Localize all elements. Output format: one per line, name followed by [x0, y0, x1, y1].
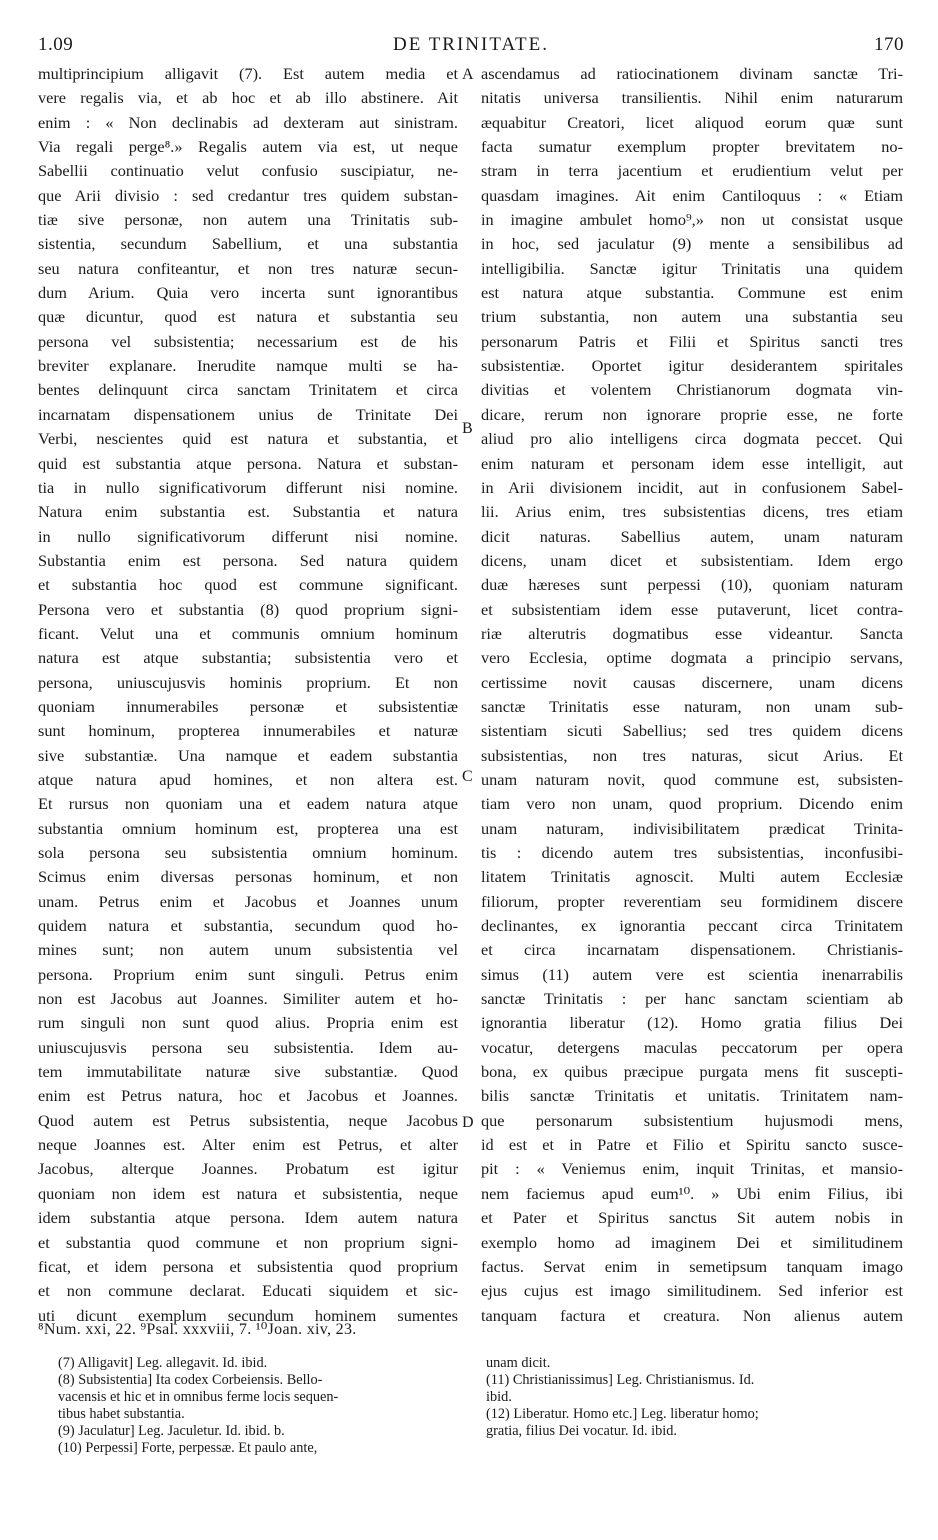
text-line: litatem Trinitatis agnoscit. Multi autem Ecclesiæ — [481, 867, 903, 887]
text-line: æquabitur Creatori, licet aliquod eorum quæ sunt — [481, 112, 903, 132]
text-line: dicens, unam dicet et subsistentiam. Idem ergo — [481, 550, 903, 570]
text-line: (9) Jaculatur] Leg. Jaculetur. Id. ibid. b. — [58, 1423, 285, 1439]
text-line: uniuscujusvis persona seu subsistentia. Idem au- — [38, 1037, 458, 1057]
text-line: tanquam factura et creatura. Non alienus autem — [481, 1305, 903, 1325]
text-line: ibid. — [486, 1389, 512, 1405]
text-line: (8) Subsistentia] Ita codex Corbeiensis. Bello- — [58, 1372, 323, 1388]
text-line: vero Ecclesia, optime dogmata a principio servans, — [481, 648, 903, 668]
margin-marker-b: B — [462, 420, 473, 437]
text-line: lii. Arius enim, tres subsistentias dicens, tres etiam — [481, 502, 903, 522]
text-line: tis : dicendo autem tres subsistentias, inconfusibi- — [481, 843, 903, 862]
text-line: uti dicunt exemplum secundum hominem sumentes — [38, 1305, 458, 1325]
text-line: unam naturam, indivisibilitatem prædicat Trinita- — [481, 818, 903, 838]
text-line: mines sunt; non autem unum subsistentia vel — [38, 940, 458, 960]
text-line: que Arii divisio : sed credantur tres quidem substan- — [38, 185, 458, 205]
text-line: enim : « Non declinabis ad dexteram aut sinistram. — [38, 112, 458, 132]
text-line: Via regali perge⁸.» Regalis autem via est, ut neque — [38, 137, 458, 157]
text-line: et circa incarnatam dispensationem. Christianis- — [481, 940, 903, 960]
text-line: subsistentias, non tres naturas, sicut Arius. Et — [481, 745, 903, 765]
page-header — [38, 34, 904, 60]
text-line: duæ hæreses sunt perpessi (10), quoniam naturam — [481, 575, 903, 595]
text-line: Quod autem est Petrus subsistentia, neque Jacobus — [38, 1110, 458, 1130]
text-line: quid est substantia atque persona. Natura et substan- — [38, 453, 458, 473]
text-line: persona, uniuscujusvis hominis proprium. Et non — [38, 672, 458, 692]
text-line: bentes delinquunt circa sanctam Trinitatem et circa — [38, 380, 458, 400]
text-line: facta sumatur exemplum propter brevitatem no- — [481, 137, 903, 157]
text-line: est natura atque substantia. Commune est enim — [481, 283, 903, 303]
text-line: quoniam non idem est natura et subsistentia, neque — [38, 1183, 458, 1203]
text-line: breviter explanare. Inerudite namque multi se ha- — [38, 356, 458, 376]
text-line: vere regalis via, et ab hoc et ab illo abstinere. Ait — [38, 88, 458, 108]
text-line: simus (11) autem vere est scientia inenarrabilis — [481, 964, 903, 984]
text-line: dicare, rerum non ignorare proprie esse, ne forte — [481, 404, 903, 424]
margin-marker-d: D — [462, 1114, 474, 1131]
text-line: et Pater et Spiritus sanctus Sit autem nobis in — [481, 1208, 903, 1228]
text-line: quæ dicuntur, quod est natura et substantia seu — [38, 307, 458, 327]
text-line: vocatur, detergens maculas peccatorum per opera — [481, 1037, 903, 1057]
footnotes-left — [58, 1355, 448, 1457]
text-line: unam. Petrus enim et Jacobus et Joannes unum — [38, 891, 458, 911]
text-line: factus. Servat enim in semetipsum tanquam imago — [481, 1256, 903, 1276]
text-line: in nullo significativorum differunt nisi nomine. — [38, 526, 458, 546]
text-line: subsistentiæ. Oportet igitur desiderantem spiritales — [481, 356, 903, 376]
text-line: sistentia, secundum Sabellium, et una substantia — [38, 234, 458, 254]
text-line: Scimus enim diversas personas hominum, et non — [38, 867, 458, 887]
text-line: unam naturam novit, quod commune est, subsisten- — [481, 769, 903, 789]
text-line: quidem natura et substantia, secundum quod ho- — [38, 916, 458, 936]
text-line: Natura enim substantia est. Substantia et natura — [38, 502, 458, 522]
running-title: DE TRINITATE. — [392, 34, 550, 55]
text-line: vacensis et hic et in omnibus ferme locis sequen- — [58, 1389, 339, 1405]
text-line: idem substantia atque persona. Idem autem natura — [38, 1208, 458, 1228]
text-line: que personarum subsistentium hujusmodi mens, — [481, 1110, 903, 1130]
text-line: sola persona seu subsistentia omnium hominum. — [38, 843, 458, 862]
text-line: incarnatam dispensationem unius de Trinitate Dei — [38, 404, 458, 424]
text-line: persona. Proprium enim sunt singuli. Petrus enim — [38, 964, 458, 984]
text-line: personarum Patris et Filii et Spiritus sancti tres — [481, 331, 903, 351]
text-line: riæ alterutris dogmatibus esse videantur. Sancta — [481, 623, 903, 643]
text-line: ascendamus ad ratiocinationem divinam sanctæ Tri- — [481, 64, 903, 83]
column-number-right: 170 — [874, 34, 904, 55]
text-line: Jacobus, alterque Joannes. Probatum est igitur — [38, 1159, 458, 1179]
text-line: sunt hominum, propterea innumerabiles et naturæ — [38, 721, 458, 741]
text-line: nem faciemus apud eum¹⁰. » Ubi enim Filius, ibi — [481, 1183, 903, 1203]
text-line: bona, ex quibus præcipue purgata mens fit suscepti- — [481, 1062, 903, 1082]
scripture-references: ⁸Num. xxi, 22. ⁹Psal. xxxviii, 7. ¹⁰Joan. xiv, 23. — [38, 1321, 357, 1338]
text-line: multiprincipium alligavit (7). Est autem media et — [38, 64, 458, 83]
text-line: in Arii divisionem incidit, aut in confusionem Sabel- — [481, 477, 903, 497]
text-line: stram in terra jacentium et erudientium velut per — [481, 161, 903, 181]
text-line: unam dicit. — [486, 1355, 551, 1371]
text-line: (7) Alligavit] Leg. allegavit. Id. ibid. — [58, 1355, 268, 1371]
text-line: exemplo homo ad imaginem Dei et similitudinem — [481, 1232, 903, 1252]
text-line: tiam vero non unam, quod proprium. Dicendo enim — [481, 794, 903, 814]
text-line: tibus habet substantia. — [58, 1406, 185, 1422]
text-line: tia in nullo significativorum differunt nisi nomine. — [38, 477, 458, 497]
text-line: dicit naturas. Sabellius autem, unam naturam — [481, 526, 903, 546]
text-line: ficat, et idem persona et subsistentia quod proprium — [38, 1256, 458, 1276]
text-line: substantia omnium hominum est, propterea una est — [38, 818, 458, 838]
text-line: neque Joannes est. Alter enim est Petrus, et alter — [38, 1135, 458, 1155]
text-line: tem immutabilitate naturæ sive substantiæ. Quod — [38, 1062, 458, 1082]
text-line: declinantes, ex ignorantia peccant circa Trinitatem — [481, 916, 903, 936]
text-line: ficant. Velut una et communis omnium hominum — [38, 623, 458, 643]
text-line: et non commune declarat. Educati siquidem et sic- — [38, 1281, 458, 1301]
column-number-left: 1.09 — [38, 34, 74, 55]
text-line: Persona vero et substantia (8) quod proprium signi- — [38, 599, 458, 619]
text-line: Verbi, nescientes quid est natura et substantia, et — [38, 429, 458, 449]
text-line: sive substantiæ. Una namque et eadem substantia — [38, 745, 458, 765]
text-line: id est et in Patre et Filio et Spiritu sancto susce- — [481, 1135, 903, 1155]
text-line: ignorantia liberatur (12). Homo gratia filius Dei — [481, 1013, 903, 1033]
footnotes-right — [486, 1355, 904, 1440]
text-line: non est Jacobus aut Joannes. Similiter autem et ho- — [38, 989, 458, 1009]
text-line: bilis sanctæ Trinitatis et unitatis. Trinitatem nam- — [481, 1086, 903, 1106]
text-line: seu natura confiteantur, et non tres naturæ secun- — [38, 258, 458, 278]
text-line: trium substantia, non autem una substantia seu — [481, 307, 903, 327]
text-line: quasdam imagines. Ait enim Cantiloquus : « Etiam — [481, 185, 903, 205]
text-line: (12) Liberatur. Homo etc.] Leg. liberatur homo; — [486, 1406, 759, 1422]
text-line: rum singuli non sunt quod alius. Propria enim est — [38, 1013, 458, 1033]
text-line: dum Arium. Quia vero incerta sunt ignorantibus — [38, 283, 458, 303]
margin-marker-c: C — [462, 768, 473, 785]
text-line: ejus cujus est imago similitudinem. Sed inferior est — [481, 1281, 903, 1301]
text-line: gratia, filius Dei vocatur. Id. ibid. — [486, 1423, 677, 1439]
text-line: quoniam innumerabiles personæ et subsistentiæ — [38, 696, 458, 716]
text-line: intelligibilia. Sanctæ igitur Trinitatis una quidem — [481, 258, 903, 278]
text-line: et subsistentiam idem esse putaverunt, licet contra- — [481, 599, 903, 619]
text-line: Substantia enim est persona. Sed natura quidem — [38, 550, 458, 570]
text-line: et substantia quod commune et non proprium signi- — [38, 1232, 458, 1252]
text-line: tiæ sive personæ, non autem una Trinitatis sub- — [38, 210, 458, 230]
text-line: atque natura apud homines, et non altera est. — [38, 769, 458, 789]
text-line: (10) Perpessi] Forte, perpessæ. Et paulo ante, — [58, 1440, 318, 1456]
text-line: (11) Christianissimus] Leg. Christianismus. Id. — [486, 1372, 755, 1388]
text-line: enim est Petrus natura, hoc et Jacobus et Joannes. — [38, 1086, 458, 1106]
text-line: filiorum, propter reverentiam seu formidinem discere — [481, 891, 903, 911]
text-line: sanctæ Trinitatis : per hanc sanctam scientiam ab — [481, 989, 903, 1009]
right-column — [481, 62, 903, 1328]
text-line: nitatis universa transilientis. Nihil enim naturarum — [481, 88, 903, 108]
text-line: in hoc, sed jaculatur (9) mente a sensibilibus ad — [481, 234, 903, 254]
text-line: divitias et volentem Christianorum dogmata vin- — [481, 380, 903, 400]
text-line: pit : « Veniemus enim, inquit Trinitas, et mansio- — [481, 1159, 903, 1179]
text-line: enim naturam et personam idem esse intelligit, aut — [481, 453, 903, 473]
text-line: certissime novit causas discernere, unam dicens — [481, 672, 903, 692]
text-line: sanctæ Trinitatis esse naturam, non unam sub- — [481, 696, 903, 716]
text-line: Sabellii continuatio velut confusio suscipiatur, ne- — [38, 161, 458, 181]
left-column — [38, 62, 458, 1328]
text-line: natura est atque substantia; subsistentia vero et — [38, 648, 458, 668]
text-line: in imagine ambulet homo⁹,» non ut consistat usque — [481, 210, 903, 230]
text-line: sistentiam sicuti Sabellius; sed tres quidem dicens — [481, 721, 903, 741]
text-line: Et rursus non quoniam una et eadem natura atque — [38, 794, 458, 814]
text-line: et substantia hoc quod est commune significant. — [38, 575, 458, 595]
text-line: aliud pro alio intelligens circa dogmata peccet. Qui — [481, 429, 903, 449]
text-line: persona vel subsistentia; necessarium est de his — [38, 331, 458, 351]
margin-marker-a: A — [462, 66, 474, 83]
